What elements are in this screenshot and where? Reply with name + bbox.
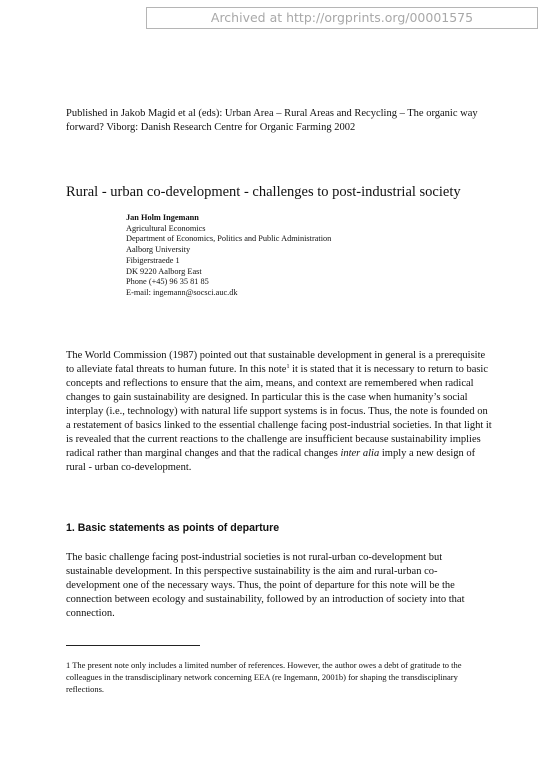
author-university: Aalborg University [126,245,191,255]
footnote: 1 The present note only includes a limited number of references. However, the author owes a debt of gratitude to the colleagues in the transdisciplinary network concerning EEA (re Ingemann, 2001b) for shaping the transdisciplinary reflections. [66,660,462,694]
page-title: Rural - urban co-development - challenges to post-industrial society [66,184,461,200]
abstract-paragraph [66,349,494,475]
archive-banner[interactable]: Archived at http://orgprints.org/00001575 [146,7,538,29]
publication-note: Published in Jakob Magid et al (eds): Urban Area – Rural Areas and Recycling – The organic way forward? Viborg: Danish Research Centre for Organic Farming 2002 [66,108,478,133]
author-affiliation: Agricultural Economics [126,223,206,233]
section-paragraph: The basic challenge facing post-industrial societies is not rural-urban co-development but sustainable development. In this perspective sustainability is the aim and rural-urban co-development one of the necessary ways. Thus, the point of departure for this note will be the connection between ecology and sustainability, followed by an introduction of society into that connection. [66,552,465,619]
author-department: Department of Economics, Politics and Public Administration [126,234,332,244]
author-name: Jan Holm Ingemann [126,213,199,222]
footnote-ref[interactable]: 1 [286,364,290,370]
abstract-text-3: imply a new design of rural - urban co-development. [66,448,476,473]
author-email[interactable]: E-mail: ingemann@socsci.auc.dk [126,287,238,297]
section-heading: 1. Basic statements as points of departure [66,522,280,534]
abstract-text-1: The World Commission (1987) pointed out that sustainable development in general is a prerequisite to alleviate fatal threats to human future. In this note [66,350,486,375]
footnote-divider [66,645,200,646]
author-city: DK 9220 Aalborg East [126,266,202,276]
abstract-italic: inter alia [340,448,380,459]
author-block [126,213,466,299]
abstract-text-2: it is stated that it is necessary to return to basic concepts and reflections to ensure that the aim, means, and context are remembered when radical changes to gain sustainability are designed. In particular this is the case when humanity’s social interplay (i.e., technology) with natural life support systems is in focus. Thus, the note is founded on a restatement of basics linked to the essential challenge facing post-industrial societies. In that light it is revealed that the current reactions to the challenge are insufficient because sustainability implies radical rather than marginal changes and that the radical changes [66,364,492,459]
author-street: Fibigerstraede 1 [126,255,180,265]
author-phone: Phone (+45) 96 35 81 85 [126,277,209,287]
